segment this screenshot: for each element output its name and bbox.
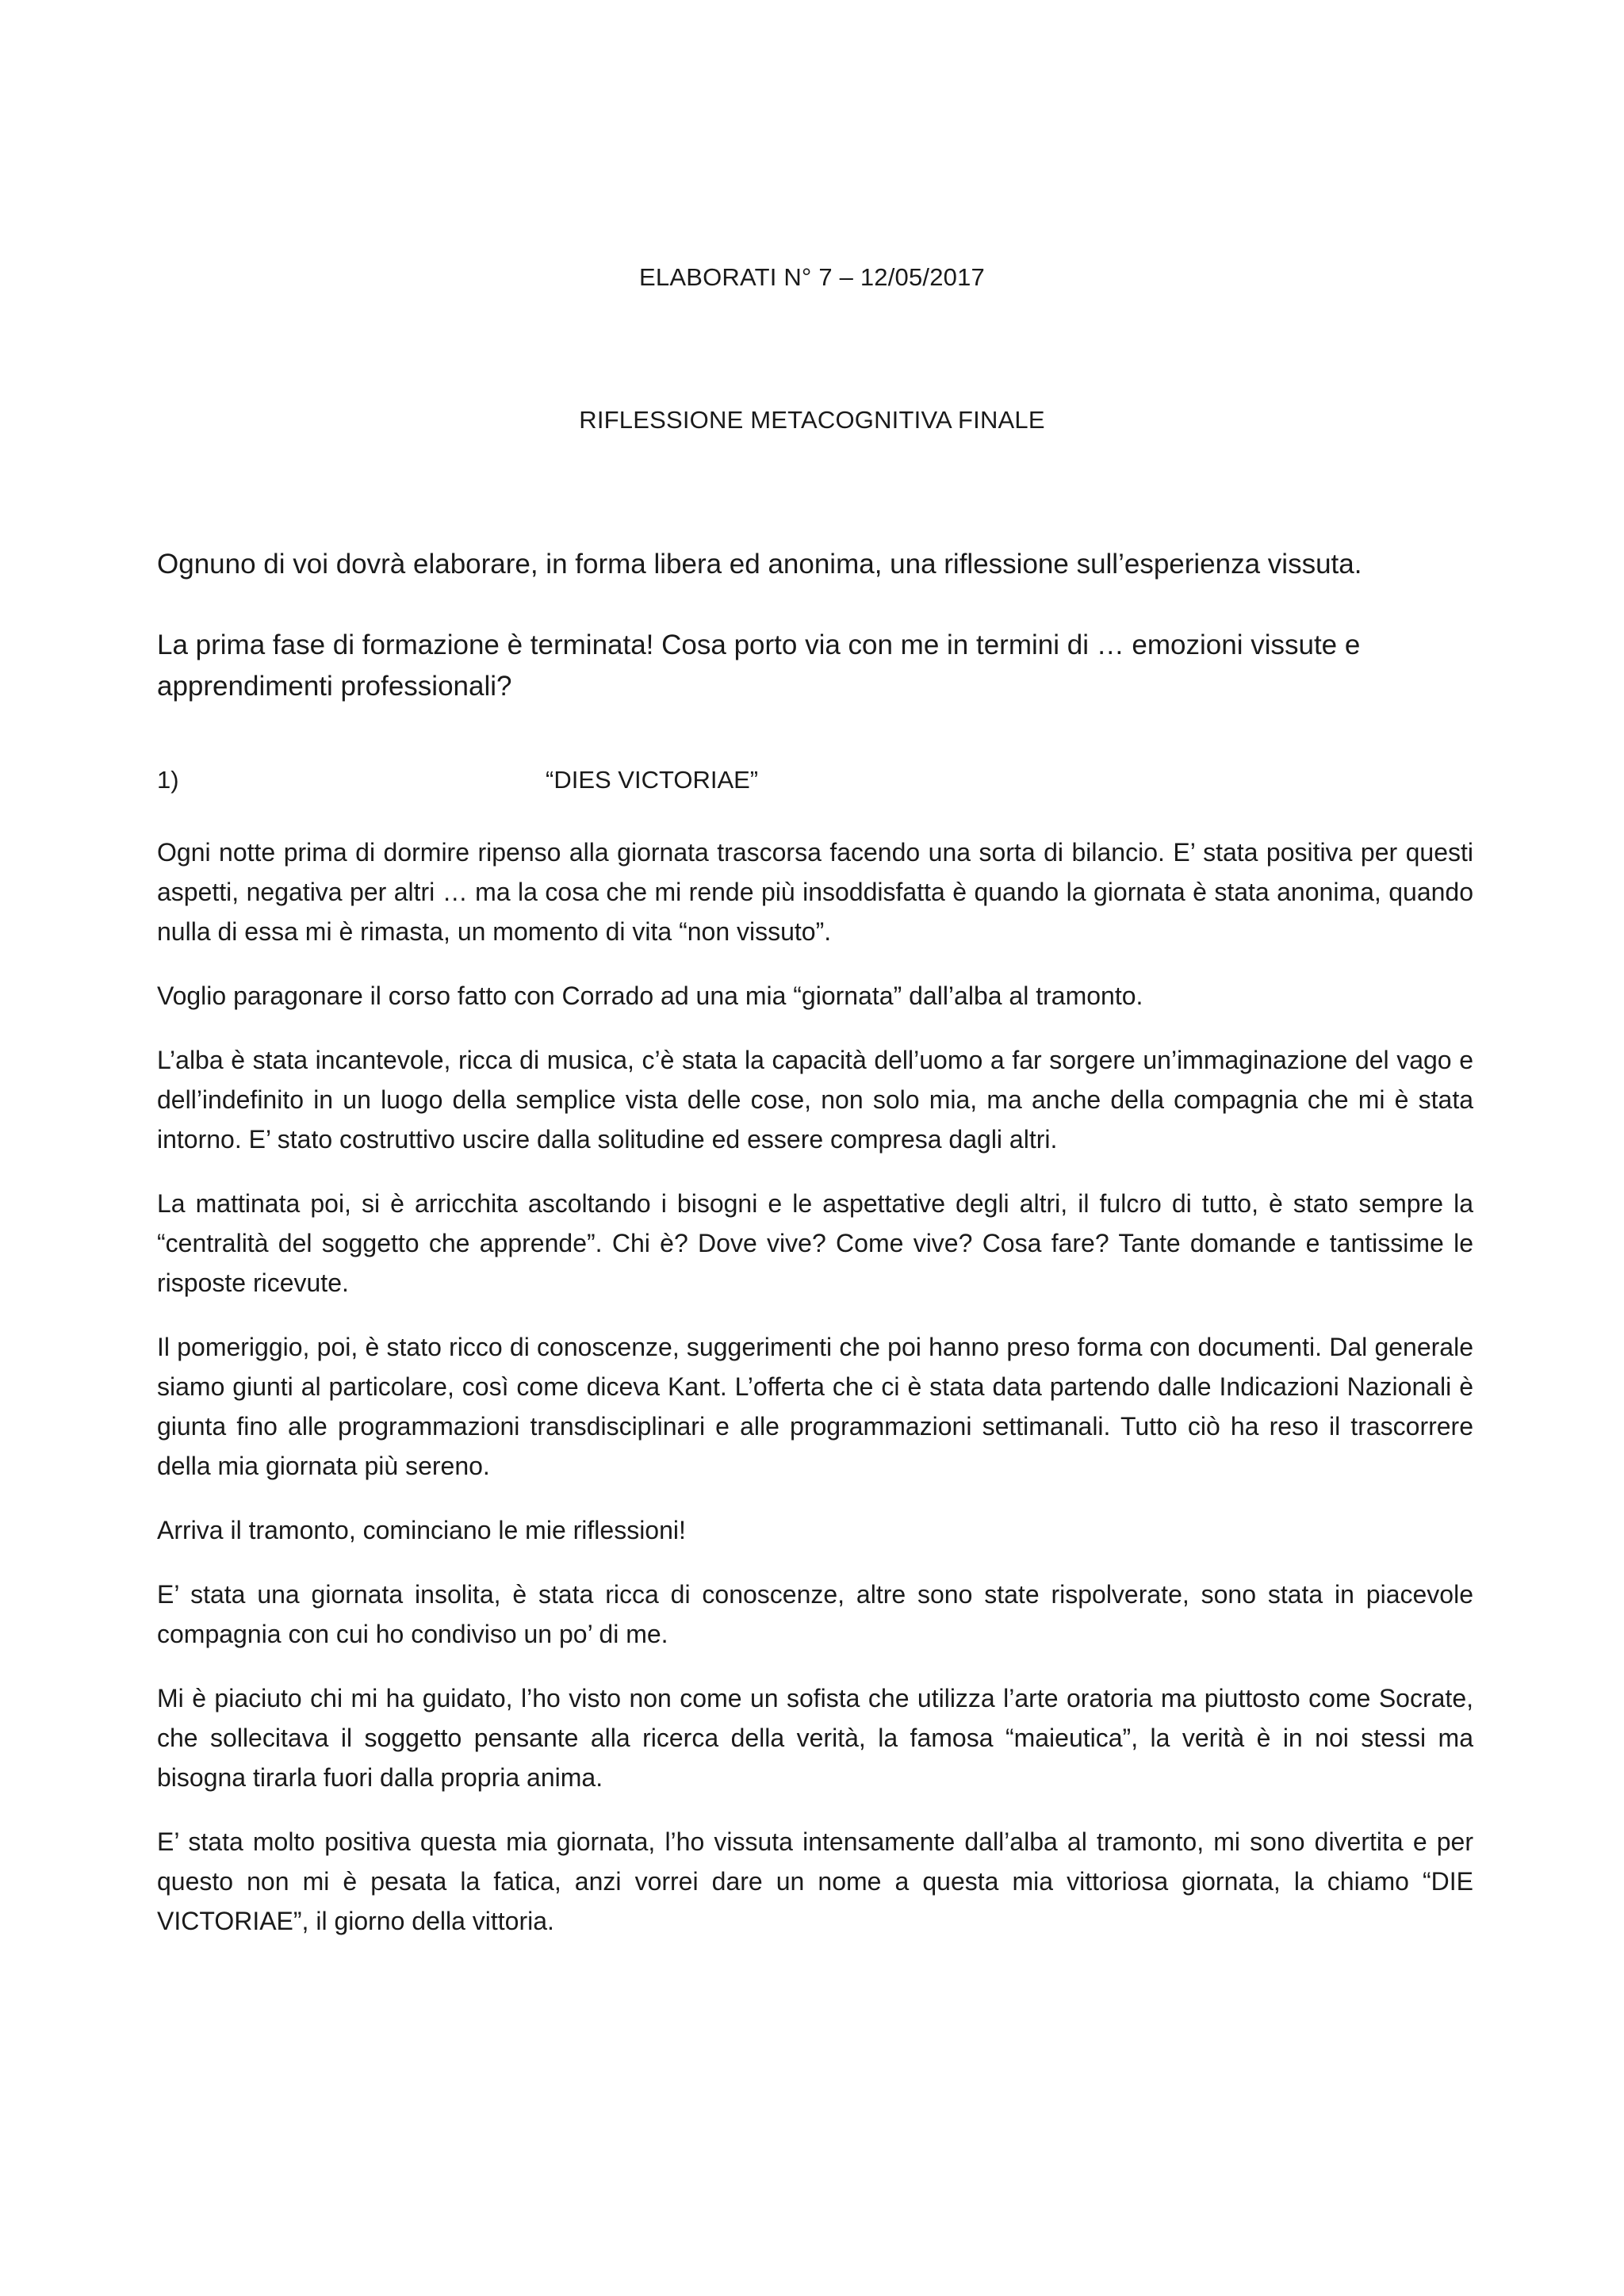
item-number: 1) [157, 766, 179, 794]
body-paragraph: La mattinata poi, si è arricchita ascoltando i bisogni e le aspettative degli altri, il fulcro di tutto, è stato sempre la “centralità del soggetto che apprende”. Chi è? Dove vive? Come vive? Cosa fare? Tante domande e tantissime le risposte ricevute. [157, 1189, 1473, 1297]
document-subtitle: RIFLESSIONE METACOGNITIVA FINALE [579, 406, 1045, 434]
body-paragraph: Arriva il tramonto, cominciano le mie riflessioni! [157, 1516, 686, 1544]
body-paragraph: E’ stata molto positiva questa mia giornata, l’ho vissuta intensamente dall’alba al tramonto, mi sono divertita e per questo non mi è pesata la fatica, anzi vorrei dare un nome a questa mia vittoriosa giornata, la chiamo “DIE VICTORIAE”, il giorno della vittoria. [157, 1827, 1473, 1935]
body-paragraph: L’alba è stata incantevole, ricca di musica, c’è stata la capacità dell’uomo a far sorgere un’immaginazione del vago e dell’indefinito in un luogo della semplice vista delle cose, non solo mia, ma anche della compagnia che mi è stata intorno. E’ stato costruttivo uscire dalla solitudine ed essere compresa dagli altri. [157, 1046, 1473, 1154]
intro-instruction: Ognuno di voi dovrà elaborare, in forma libera ed anonima, una riflessione sull’esperienza vissuta. [157, 549, 1362, 580]
body-paragraph: Mi è piaciuto chi mi ha guidato, l’ho visto non come un sofista che utilizza l’arte oratoria ma piuttosto come Socrate, che sollecitava il soggetto pensante alla ricerca della verità, la famosa “maieutica”, la verità è in noi stessi ma bisogna tirarla fuori dalla propria anima. [157, 1684, 1473, 1792]
intro-question: La prima fase di formazione è terminata! Cosa porto via con me in termini di … emozioni vissute e apprendimenti professionali? [157, 629, 1361, 702]
document-body [157, 832, 1473, 1965]
body-paragraph: Il pomeriggio, poi, è stato ricco di conoscenze, suggerimenti che poi hanno preso forma con documenti. Dal generale siamo giunti al particolare, così come diceva Kant. L’offerta che ci è stata data partendo dalle Indicazioni Nazionali è giunta fino alle programmazioni transdisciplinari e alle programmazioni settimanali. Tutto ciò ha reso il trascorrere della mia giornata più sereno. [157, 1333, 1473, 1480]
body-paragraph: Voglio paragonare il corso fatto con Corrado ad una mia “giornata” dall’alba al tramonto. [157, 982, 1143, 1010]
item-heading [157, 766, 1473, 806]
item-title: “DIES VICTORIAE” [546, 766, 759, 794]
body-paragraph: E’ stata una giornata insolita, è stata ricca di conoscenze, altre sono state rispolverate, sono stata in piacevole compagnia con cui ho condiviso un po’ di me. [157, 1580, 1473, 1648]
body-paragraph: Ogni notte prima di dormire ripenso alla giornata trascorsa facendo una sorta di bilancio. E’ stata positiva per questi aspetti, negativa per altri … ma la cosa che mi rende più insoddisfatta è quando la giornata è stata anonima, quando nulla di essa mi è rimasta, un momento di vita “non vissuto”. [157, 838, 1473, 946]
document-header: ELABORATI N° 7 – 12/05/2017 [639, 263, 985, 291]
